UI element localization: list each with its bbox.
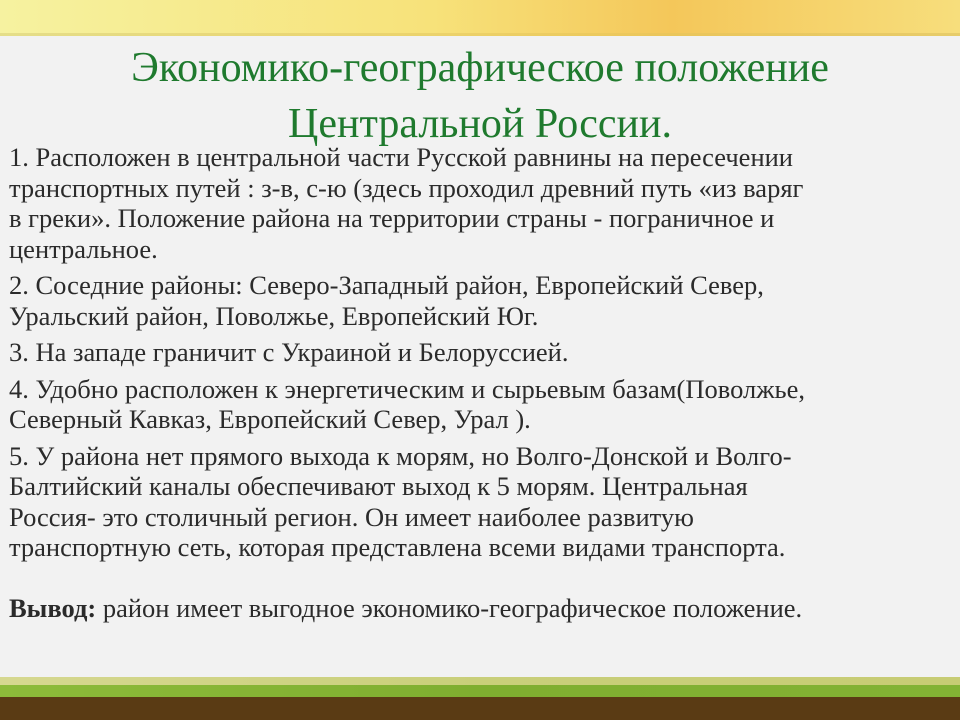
paragraph-line: 2. Соседние районы: Северо-Западный район, Европейский Север, [9, 270, 764, 300]
paragraph-line: 1. Расположен в центральной части Русской равнины на пересечении [9, 142, 793, 172]
paragraph-line: 5. У района нет прямого выхода к морям, но Волго-Донской и Волго- [9, 440, 792, 471]
bottom-brown-stripe [0, 697, 960, 720]
paragraph-line: 4. Удобно расположен к энергетическим и сырьевым базам(Поволжье, [9, 373, 805, 404]
paragraph-2 [9, 270, 951, 331]
paragraph-line: Северный Кавказ, Европейский Север, Урал ). [9, 404, 531, 434]
paragraph-3 [9, 337, 951, 368]
paragraph-line: 3. На западе граничит с Украиной и Белоруссией. [9, 337, 569, 367]
slide-body [9, 142, 951, 629]
bottom-light-stripe [0, 677, 960, 685]
paragraph-1 [9, 142, 951, 264]
conclusion-label: Вывод: [9, 592, 97, 623]
top-decorative-band [0, 0, 960, 36]
conclusion-text: район имеет выгодное экономико-географическое положение. [96, 592, 803, 623]
paragraph-5 [9, 441, 951, 563]
conclusion [9, 593, 951, 624]
title-line-2: Центральной России. [288, 101, 672, 147]
slide-title [20, 40, 940, 152]
title-line-1: Экономико-географическое положение [131, 45, 829, 91]
bottom-green-stripe [0, 685, 960, 697]
paragraph-line: транспортную сеть, которая представлена всеми видами транспорта. [9, 532, 786, 562]
paragraph-line: транспортных путей : з-в, с-ю (здесь проходил древний путь «из варяг [9, 172, 804, 203]
paragraph-line: центральное. [9, 233, 158, 264]
paragraph-4 [9, 374, 951, 435]
paragraph-line: Россия- это столичный регион. Он имеет наиболее развитую [9, 501, 694, 532]
paragraph-line: Уральский район, Поволжье, Европейский Юг. [9, 300, 539, 331]
paragraph-line: Балтийский каналы обеспечивают выход к 5 морям. Центральная [9, 471, 748, 501]
paragraph-line: в греки». Положение района на территории страны - пограничное и [9, 203, 775, 233]
